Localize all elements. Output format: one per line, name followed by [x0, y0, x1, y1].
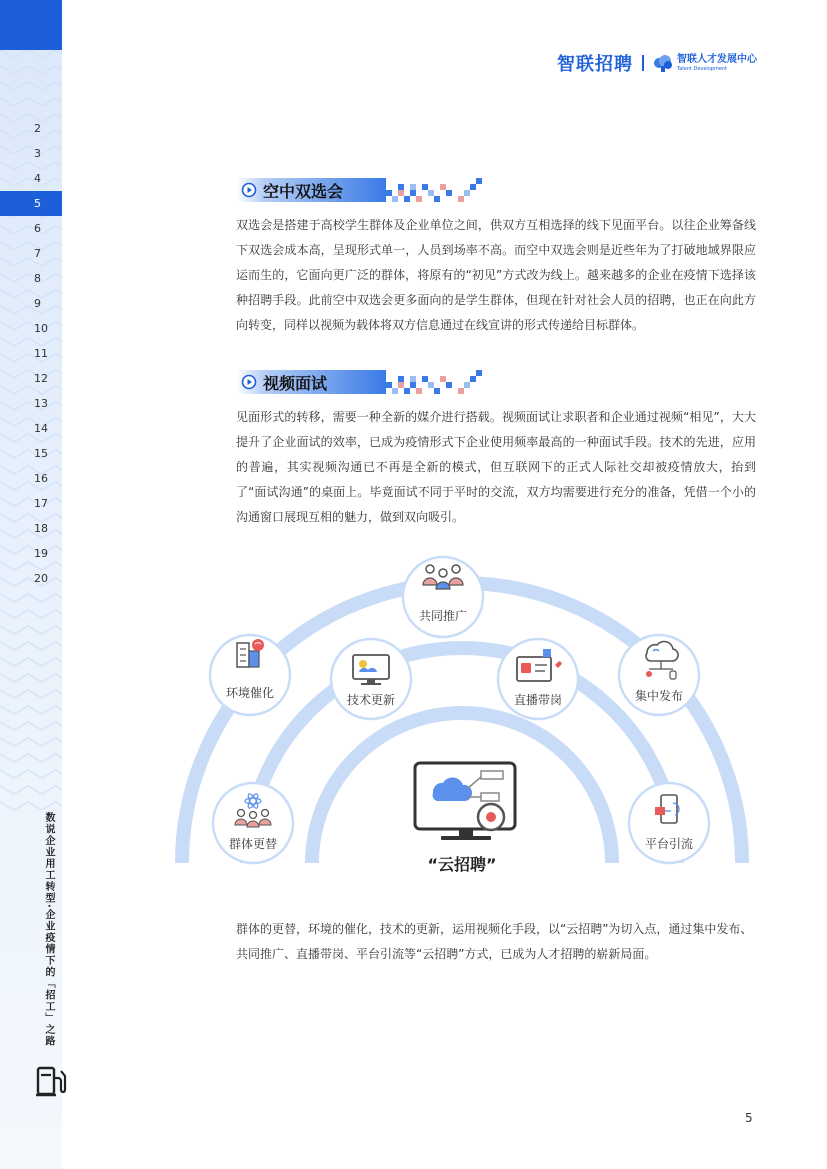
- pixel-square: [398, 184, 404, 190]
- label-zhibo: 直播带岗: [513, 693, 563, 707]
- page-link-12[interactable]: 12: [34, 372, 48, 385]
- fuel-pump-icon: [34, 1064, 68, 1098]
- label-jishu: 技术更新: [346, 693, 396, 707]
- pixel-square: [458, 196, 464, 202]
- page-link-11[interactable]: 11: [34, 347, 48, 360]
- pixel-square: [416, 388, 422, 394]
- report-title-vertical: 数说企业用工转型·企业疫情下的「招工」之路: [43, 812, 54, 1048]
- pixel-square: [428, 190, 434, 196]
- center-label: “云招聘”: [427, 855, 497, 874]
- page-nav: [0, 116, 62, 591]
- pixel-square: [440, 376, 446, 382]
- section-title: 视频面试: [263, 373, 328, 393]
- label-qunti: 群体更替: [228, 837, 278, 851]
- node-zhibo: [498, 639, 578, 719]
- node-jishu: [331, 639, 411, 719]
- logo-zhilian: 智联招聘: [557, 54, 633, 75]
- label-pingtai: 平台引流: [644, 837, 694, 851]
- pixel-square: [410, 184, 416, 190]
- pixel-square: [464, 382, 470, 388]
- pixel-square: [386, 382, 392, 388]
- pixel-square: [410, 382, 416, 388]
- node-jizhong: [619, 635, 699, 715]
- page-link-9[interactable]: 9: [34, 297, 41, 310]
- page-link-7[interactable]: 7: [34, 247, 41, 260]
- page-link-2[interactable]: 2: [34, 122, 41, 135]
- page-link-17[interactable]: 17: [34, 497, 48, 510]
- pixel-square: [434, 388, 440, 394]
- pixel-square: [458, 388, 464, 394]
- pixel-square: [410, 376, 416, 382]
- pixel-square: [422, 184, 428, 190]
- page-link-13[interactable]: 13: [34, 397, 48, 410]
- chevron-line: [0, 674, 62, 682]
- logo-talent-center: 智联人才发展中心: [677, 53, 757, 65]
- pixel-square: [398, 376, 404, 382]
- play-circle-icon: [241, 374, 257, 390]
- page-link-20[interactable]: 20: [34, 572, 48, 585]
- pixel-square: [440, 184, 446, 190]
- brand-logo: [557, 50, 757, 76]
- chevron-line: [0, 642, 62, 650]
- section-heading-video-interview: [236, 370, 327, 394]
- pixel-square: [404, 196, 410, 202]
- chevron-line: [0, 50, 62, 58]
- page-number: 5: [745, 1111, 753, 1125]
- page-link-16[interactable]: 16: [34, 472, 48, 485]
- node-huanjing: [210, 635, 290, 715]
- chevron-line: [0, 66, 62, 74]
- pixel-square: [404, 388, 410, 394]
- pixel-square: [470, 376, 476, 382]
- pixel-square: [410, 190, 416, 196]
- pixel-square: [428, 382, 434, 388]
- chevron-line: [0, 626, 62, 634]
- pixel-square: [416, 196, 422, 202]
- play-circle-icon: [241, 182, 257, 198]
- section-heading-air-fair: [236, 178, 343, 202]
- chevron-line: [0, 610, 62, 618]
- page-link-18[interactable]: 18: [34, 522, 48, 535]
- chevron-line: [0, 754, 62, 762]
- section-body: 双选会是搭建于高校学生群体及企业单位之间，供双方互相选择的线下见面平台。以往企业筹备线下双选会成本高，呈现形式单一，人员到场率不高。而空中双选会则是近些年为了打破地域界限应运而生的，它面向更广泛的群体，将原有的“初见”方式改为线上。越来越多的企业在疫情下选择该种招聘手段。此前空中双选会更多面向的是学生群体，但现在针对社会人员的招聘，也正在向此方向转变，同样以视频为载体将双方信息通过在线宣讲的形式传递给目标群体。: [236, 218, 756, 332]
- pixel-square: [446, 190, 452, 196]
- pixel-square: [398, 190, 404, 196]
- chevron-line: [0, 722, 62, 730]
- chevron-line: [0, 706, 62, 714]
- logo-divider: [642, 55, 644, 71]
- pixel-decoration: [386, 178, 486, 202]
- page-link-4[interactable]: 4: [34, 172, 41, 185]
- page-link-8[interactable]: 8: [34, 272, 41, 285]
- page-link-19[interactable]: 19: [34, 547, 48, 560]
- page-link-15[interactable]: 15: [34, 447, 48, 460]
- section-body: 见面形式的转移，需要一种全新的媒介进行搭载。视频面试让求职者和企业通过视频“相见”，大大提升了企业面试的效率，已成为疫情形式下企业使用频率最高的一种面试手段。技术的先进，应用的普遍，其实视频沟通已不再是全新的模式，但互联网下的正式人际社交却被疫情放大，抬到了“面试沟通”的桌面上。毕竟面试不同于平时的交流，双方均需要进行充分的准备，凭借一个小的沟通窗口展现互相的魅力，做到双向吸引。: [236, 410, 756, 524]
- label-jizhong: 集中发布: [634, 689, 684, 703]
- pixel-square: [434, 196, 440, 202]
- cloud-monitor-icon: [415, 763, 515, 840]
- chevron-line: [0, 82, 62, 90]
- pixel-square: [422, 376, 428, 382]
- talent-cloud-icon: [653, 54, 673, 72]
- chevron-line: [0, 594, 62, 602]
- pixel-square: [476, 370, 482, 376]
- chevron-line: [0, 738, 62, 746]
- sidebar-top-block: [0, 0, 62, 50]
- chevron-line: [0, 658, 62, 666]
- chevron-line: [0, 802, 62, 810]
- section-title: 空中双选会: [263, 181, 344, 201]
- chevron-line: [0, 786, 62, 794]
- pixel-square: [386, 190, 392, 196]
- label-gongtong: 共同推广: [418, 609, 468, 623]
- pixel-square: [392, 196, 398, 202]
- page-link-14[interactable]: 14: [34, 422, 48, 435]
- sidebar: [0, 0, 62, 1169]
- node-qunti: [213, 783, 293, 863]
- page-link-10[interactable]: 10: [34, 322, 48, 335]
- pixel-square: [476, 178, 482, 184]
- chevron-line: [0, 98, 62, 106]
- node-gongtong: [403, 557, 483, 637]
- chevron-line: [0, 770, 62, 778]
- node-pingtai: [629, 783, 709, 863]
- pixel-square: [392, 388, 398, 394]
- diagram-summary: 群体的更替，环境的催化，技术的更新，运用视频化手段，以“云招聘”为切入点，通过集中发布、共同推广、直播带岗、平台引流等“云招聘”方式，已成为人才招聘的崭新局面。: [236, 922, 753, 961]
- pixel-square: [464, 190, 470, 196]
- logo-talent-en: Talent Development: [677, 65, 728, 72]
- pixel-decoration: [386, 370, 486, 394]
- chevron-line: [0, 690, 62, 698]
- page-link-5[interactable]: 5: [0, 191, 62, 216]
- page-link-3[interactable]: 3: [34, 147, 41, 160]
- pixel-square: [446, 382, 452, 388]
- pixel-square: [470, 184, 476, 190]
- page-link-6[interactable]: 6: [34, 222, 41, 235]
- pixel-square: [398, 382, 404, 388]
- label-huanjing: 环境催化: [225, 686, 275, 700]
- cloud-recruiting-diagram: [175, 545, 750, 885]
